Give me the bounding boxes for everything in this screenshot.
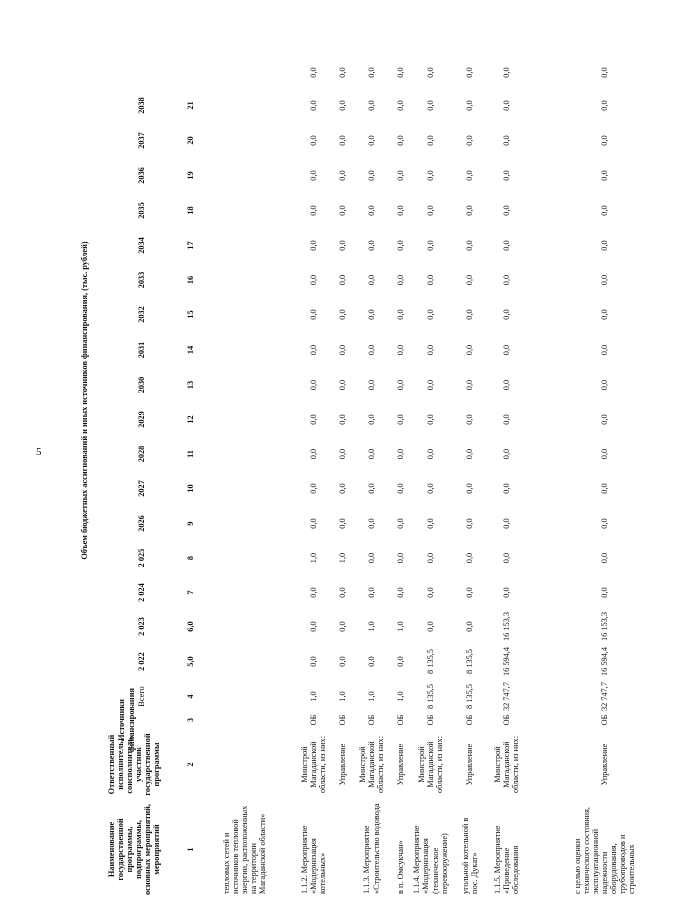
row-value: 0,0 xyxy=(337,309,347,320)
row-name xyxy=(336,802,349,897)
row-value: 0,0 xyxy=(501,414,511,425)
row-value: 0,0 xyxy=(337,100,347,111)
header-col-number: 15 xyxy=(185,310,195,319)
row-value: 32 747,7 xyxy=(501,681,511,712)
row-value: 0,0 xyxy=(425,135,435,146)
row-value: 0,0 xyxy=(366,448,376,460)
row-value: 0,0 xyxy=(599,67,609,78)
row-name: 1.1.2. Мероприятие «Модернизация котельных» xyxy=(299,825,328,894)
header-col-number: 7 xyxy=(185,590,195,595)
row-executor: Минстрой Магаданской области, из них: xyxy=(492,736,521,794)
row-value: 0,0 xyxy=(465,379,475,391)
header-year: 2 024 xyxy=(136,583,146,602)
row-value: 0,0 xyxy=(366,100,376,111)
header-year: 2036 xyxy=(136,167,146,184)
row-value: 0,0 xyxy=(395,587,405,598)
row-value: 0,0 xyxy=(465,518,475,529)
row-value: 0,0 xyxy=(395,100,405,111)
row-value: 0,0 xyxy=(308,135,318,146)
row-executor: Управление xyxy=(465,743,475,786)
header-col-number: 1 xyxy=(185,847,195,852)
row-value: 8 135,5 xyxy=(425,649,435,674)
header-year: 2037 xyxy=(136,132,146,149)
row-value: 0,0 xyxy=(366,587,376,598)
row-value: 0,0 xyxy=(395,205,405,216)
header-year: 2035 xyxy=(136,202,146,219)
row-value: 16 594,4 xyxy=(599,646,609,677)
header-year: 2027 xyxy=(136,480,146,497)
row-value: 0,0 xyxy=(599,448,609,460)
header-executor: Ответственный исполнитель, соисполнитель, участник государственной программы xyxy=(106,733,162,796)
row-value: 0,0 xyxy=(425,205,435,216)
row-value: 0,0 xyxy=(599,205,609,216)
row-value: 0,0 xyxy=(366,656,376,667)
row-value: 0,0 xyxy=(395,379,405,391)
row-value: 0,0 xyxy=(425,518,435,529)
row-value: 0,0 xyxy=(395,448,405,460)
row-source: ОБ xyxy=(599,714,609,726)
row-value: 0,0 xyxy=(366,240,376,251)
row-executor: Минстрой Магаданской области, из них: xyxy=(299,736,328,794)
row-value: 0,0 xyxy=(366,205,376,216)
row-name: в п. Омсукчан» xyxy=(395,840,405,894)
row-value: 0,0 xyxy=(337,448,347,460)
row-value: 8 135,5 xyxy=(465,684,475,709)
row-source: ОБ xyxy=(337,714,347,726)
row-value: 0,0 xyxy=(308,170,318,181)
row-value: 0,0 xyxy=(501,274,511,286)
row-value: 0,0 xyxy=(337,379,347,391)
row-value: 0,0 xyxy=(501,170,511,181)
row-value: 0,0 xyxy=(395,344,405,356)
header-col-number: 3 xyxy=(185,717,195,723)
row-name: 1.1.5. Мероприятие «Проведение обследования xyxy=(492,825,521,894)
row-value: 0,0 xyxy=(308,344,318,356)
row-value: 0,0 xyxy=(599,552,609,564)
row-name: угольной котельной в пос. Дукат» xyxy=(460,817,479,894)
row-name: 1.1.3. Мероприятие «Строительство водовода xyxy=(362,803,381,894)
row-value: 0,0 xyxy=(395,552,405,564)
row-value: 1,0 xyxy=(308,552,318,564)
row-source xyxy=(198,713,291,727)
page-number: 5 xyxy=(36,446,42,458)
row-value: 0,0 xyxy=(599,587,609,598)
row-value: 0,0 xyxy=(395,518,405,529)
row-value: 0,0 xyxy=(366,170,376,181)
row-value: 0,0 xyxy=(366,379,376,391)
row-value: 0,0 xyxy=(308,448,318,460)
row-value: 0,0 xyxy=(599,240,609,251)
header-col-number: 17 xyxy=(185,241,195,250)
row-value: 0,0 xyxy=(425,240,435,251)
row-value: 0,0 xyxy=(395,170,405,181)
header-col-number: 14 xyxy=(185,345,195,355)
row-value: 1,0 xyxy=(366,621,376,632)
row-value: 0,0 xyxy=(465,448,475,460)
header-year: 2032 xyxy=(136,306,146,323)
row-value: 0,0 xyxy=(465,552,475,564)
header-col-number: 11 xyxy=(185,450,195,458)
row-value: 0,0 xyxy=(337,274,347,286)
row-executor: Минстрой Магаданской области, из них: xyxy=(357,736,386,794)
row-value: 0,0 xyxy=(395,483,405,494)
row-source: ОБ xyxy=(501,714,511,726)
row-value: 0,0 xyxy=(501,587,511,598)
row-value: 1,0 xyxy=(337,691,347,702)
header-col-number: 10 xyxy=(185,484,195,493)
row-value: 0,0 xyxy=(337,656,347,667)
row-value: 0,0 xyxy=(337,67,347,78)
header-year: 2031 xyxy=(136,341,146,359)
row-value: 0,0 xyxy=(501,135,511,146)
row-value: 0,0 xyxy=(599,379,609,391)
row-value: 0,0 xyxy=(599,483,609,494)
row-value: 0,0 xyxy=(337,621,347,632)
row-value: 0,0 xyxy=(425,309,435,320)
row-value: 0,0 xyxy=(366,135,376,146)
row-value: 1,0 xyxy=(395,691,405,702)
row-source: ОБ xyxy=(425,714,435,726)
row-value: 0,0 xyxy=(599,274,609,286)
row-value: 16 153,3 xyxy=(501,611,511,642)
row-value: 0,0 xyxy=(395,135,405,146)
header-year: 2 022 xyxy=(136,652,146,671)
funding-table xyxy=(58,0,698,905)
row-value: 0,0 xyxy=(308,205,318,216)
row-value: 0,0 xyxy=(337,483,347,494)
row-value: 0,0 xyxy=(465,135,475,146)
row-value: 0,0 xyxy=(395,656,405,667)
header-col-number: 2 xyxy=(185,762,195,767)
row-value: 8 135,5 xyxy=(465,649,475,674)
row-value: 0,0 xyxy=(465,621,475,632)
header-col-number: 18 xyxy=(185,206,195,215)
row-value: 0,0 xyxy=(501,379,511,391)
row-value: 0,0 xyxy=(425,170,435,181)
row-value: 0,0 xyxy=(308,587,318,598)
row-value: 0,0 xyxy=(425,274,435,286)
header-year: 2030 xyxy=(136,376,146,394)
row-executor: Управление xyxy=(337,743,347,786)
row-value: 0,0 xyxy=(599,170,609,181)
row-value: 0,0 xyxy=(501,67,511,78)
row-value: 0,0 xyxy=(395,414,405,425)
row-value: 0,0 xyxy=(337,135,347,146)
row-value: 0,0 xyxy=(366,309,376,320)
row-value: 8 135,5 xyxy=(425,684,435,709)
row-value: 0,0 xyxy=(308,240,318,251)
header-year: 2029 xyxy=(136,411,146,428)
row-value: 0,0 xyxy=(501,240,511,251)
row-value: 0,0 xyxy=(599,344,609,356)
row-value: 0,0 xyxy=(425,414,435,425)
header-year: 2 023 xyxy=(136,617,146,636)
row-source: ОБ xyxy=(465,714,475,726)
row-value: 0,0 xyxy=(465,100,475,111)
row-value: 0,0 xyxy=(308,379,318,391)
row-value: 0,0 xyxy=(425,587,435,598)
row-value: 0,0 xyxy=(308,518,318,529)
row-value: 0,0 xyxy=(501,518,511,529)
row-value: 0,0 xyxy=(337,414,347,425)
row-value: 0,0 xyxy=(337,170,347,181)
header-year: 2026 xyxy=(136,515,146,532)
header-year: 2033 xyxy=(136,271,146,289)
header-year: 2034 xyxy=(136,237,146,254)
row-value: 0,0 xyxy=(366,67,376,78)
row-value: 0,0 xyxy=(465,67,475,78)
header-source: Источники финансирования xyxy=(117,688,136,752)
row-value: 0,0 xyxy=(501,100,511,111)
row-value: 0,0 xyxy=(366,274,376,286)
row-executor xyxy=(198,727,291,802)
row-value: 32 747,7 xyxy=(599,681,609,712)
header-col-number: 13 xyxy=(185,380,195,390)
row-value: 0,0 xyxy=(337,518,347,529)
row-value: 0,0 xyxy=(465,587,475,598)
row-value: 0,0 xyxy=(501,309,511,320)
row-value: 0,0 xyxy=(501,448,511,460)
row-value: 0,0 xyxy=(425,379,435,391)
row-value: 0,0 xyxy=(465,414,475,425)
row-value: 16 153,3 xyxy=(599,611,609,642)
row-value: 1,0 xyxy=(366,691,376,702)
row-source: ОБ xyxy=(308,714,318,726)
row-value: 0,0 xyxy=(337,240,347,251)
row-value: 0,0 xyxy=(465,170,475,181)
row-value: 0,0 xyxy=(366,344,376,356)
row-value: 0,0 xyxy=(395,240,405,251)
row-value: 1,0 xyxy=(395,621,405,632)
header-col-number: 5,0 xyxy=(185,656,195,667)
row-value: 0,0 xyxy=(308,274,318,286)
header-col-number: 21 xyxy=(185,101,195,110)
row-source: ОБ xyxy=(395,714,405,726)
row-executor: Минстрой Магаданской области, из них: xyxy=(416,736,445,794)
row-value: 0,0 xyxy=(501,344,511,356)
header-year: 2028 xyxy=(136,445,146,463)
header-funding: Объем бюджетных ассигнований и иных источников финансирования, (тыс. рублей) xyxy=(80,241,90,560)
row-value: 0,0 xyxy=(308,414,318,425)
row-value: 0,0 xyxy=(425,100,435,111)
row-name: с целью оценки технического состояния, эксплуатационной надежности оборудования, трубопроводов и строительных xyxy=(572,807,637,894)
row-value: 0,0 xyxy=(366,518,376,529)
header-col-number: 16 xyxy=(185,275,195,285)
header-name: Наименование государственной программы, подпрограммы, основных мероприятий, мероприятий xyxy=(106,804,162,895)
row-value: 0,0 xyxy=(308,656,318,667)
row-value: 0,0 xyxy=(599,135,609,146)
row-value: 16 594,4 xyxy=(501,646,511,677)
row-value: 0,0 xyxy=(308,621,318,632)
row-source: ОБ xyxy=(366,714,376,726)
row-name: тепловых сетей и источников тепловой энергии, расположенных на территории Магаданской области» xyxy=(221,805,268,894)
header-year: 2038 xyxy=(136,97,146,114)
row-value: 0,0 xyxy=(395,274,405,286)
row-name: 1.1.4. Мероприятие «Модернизация (техническое перевооружение) xyxy=(412,825,449,894)
row-value: 0,0 xyxy=(395,67,405,78)
row-value: 0,0 xyxy=(465,274,475,286)
row-value: 0,0 xyxy=(308,67,318,78)
row-value: 0,0 xyxy=(395,309,405,320)
row-value: 0,0 xyxy=(308,483,318,494)
row-value: 0,0 xyxy=(501,483,511,494)
row-value: 0,0 xyxy=(337,587,347,598)
header-col-number: 4 xyxy=(185,694,195,699)
row-value: 0,0 xyxy=(599,100,609,111)
row-value: 0,0 xyxy=(366,552,376,564)
header-total: Всего xyxy=(136,686,146,707)
row-value: 0,0 xyxy=(425,448,435,460)
row-value: 0,0 xyxy=(599,309,609,320)
row-value: 0,0 xyxy=(465,344,475,356)
header-col-number: 12 xyxy=(185,415,195,424)
row-value: 0,0 xyxy=(337,344,347,356)
header-col-number: 19 xyxy=(185,171,195,180)
header-col-number: 9 xyxy=(185,521,195,526)
row-executor: Управление xyxy=(599,743,609,786)
row-value: 0,0 xyxy=(425,67,435,78)
row-value: 0,0 xyxy=(465,205,475,216)
row-value: 0,0 xyxy=(337,205,347,216)
row-value: 0,0 xyxy=(366,483,376,494)
row-value: 0,0 xyxy=(308,309,318,320)
row-value: 0,0 xyxy=(308,100,318,111)
row-value: 0,0 xyxy=(465,240,475,251)
row-value: 0,0 xyxy=(501,552,511,564)
header-col-number: 8 xyxy=(185,555,195,561)
row-value: 0,0 xyxy=(599,414,609,425)
row-value: 0,0 xyxy=(501,205,511,216)
row-value: 0,0 xyxy=(366,414,376,425)
row-executor: Управление xyxy=(395,743,405,786)
row-value: 0,0 xyxy=(465,483,475,494)
header-col-number: 6,0 xyxy=(185,621,195,632)
row-value: 0,0 xyxy=(425,483,435,494)
row-value: 0,0 xyxy=(465,309,475,320)
row-value: 0,0 xyxy=(425,621,435,632)
row-value: 1,0 xyxy=(308,691,318,702)
header-col-number: 20 xyxy=(185,136,195,145)
row-value: 1,0 xyxy=(337,552,347,564)
row-value: 0,0 xyxy=(425,344,435,356)
row-value: 0,0 xyxy=(599,518,609,529)
header-year: 2 025 xyxy=(136,548,146,568)
row-value: 0,0 xyxy=(425,552,435,564)
